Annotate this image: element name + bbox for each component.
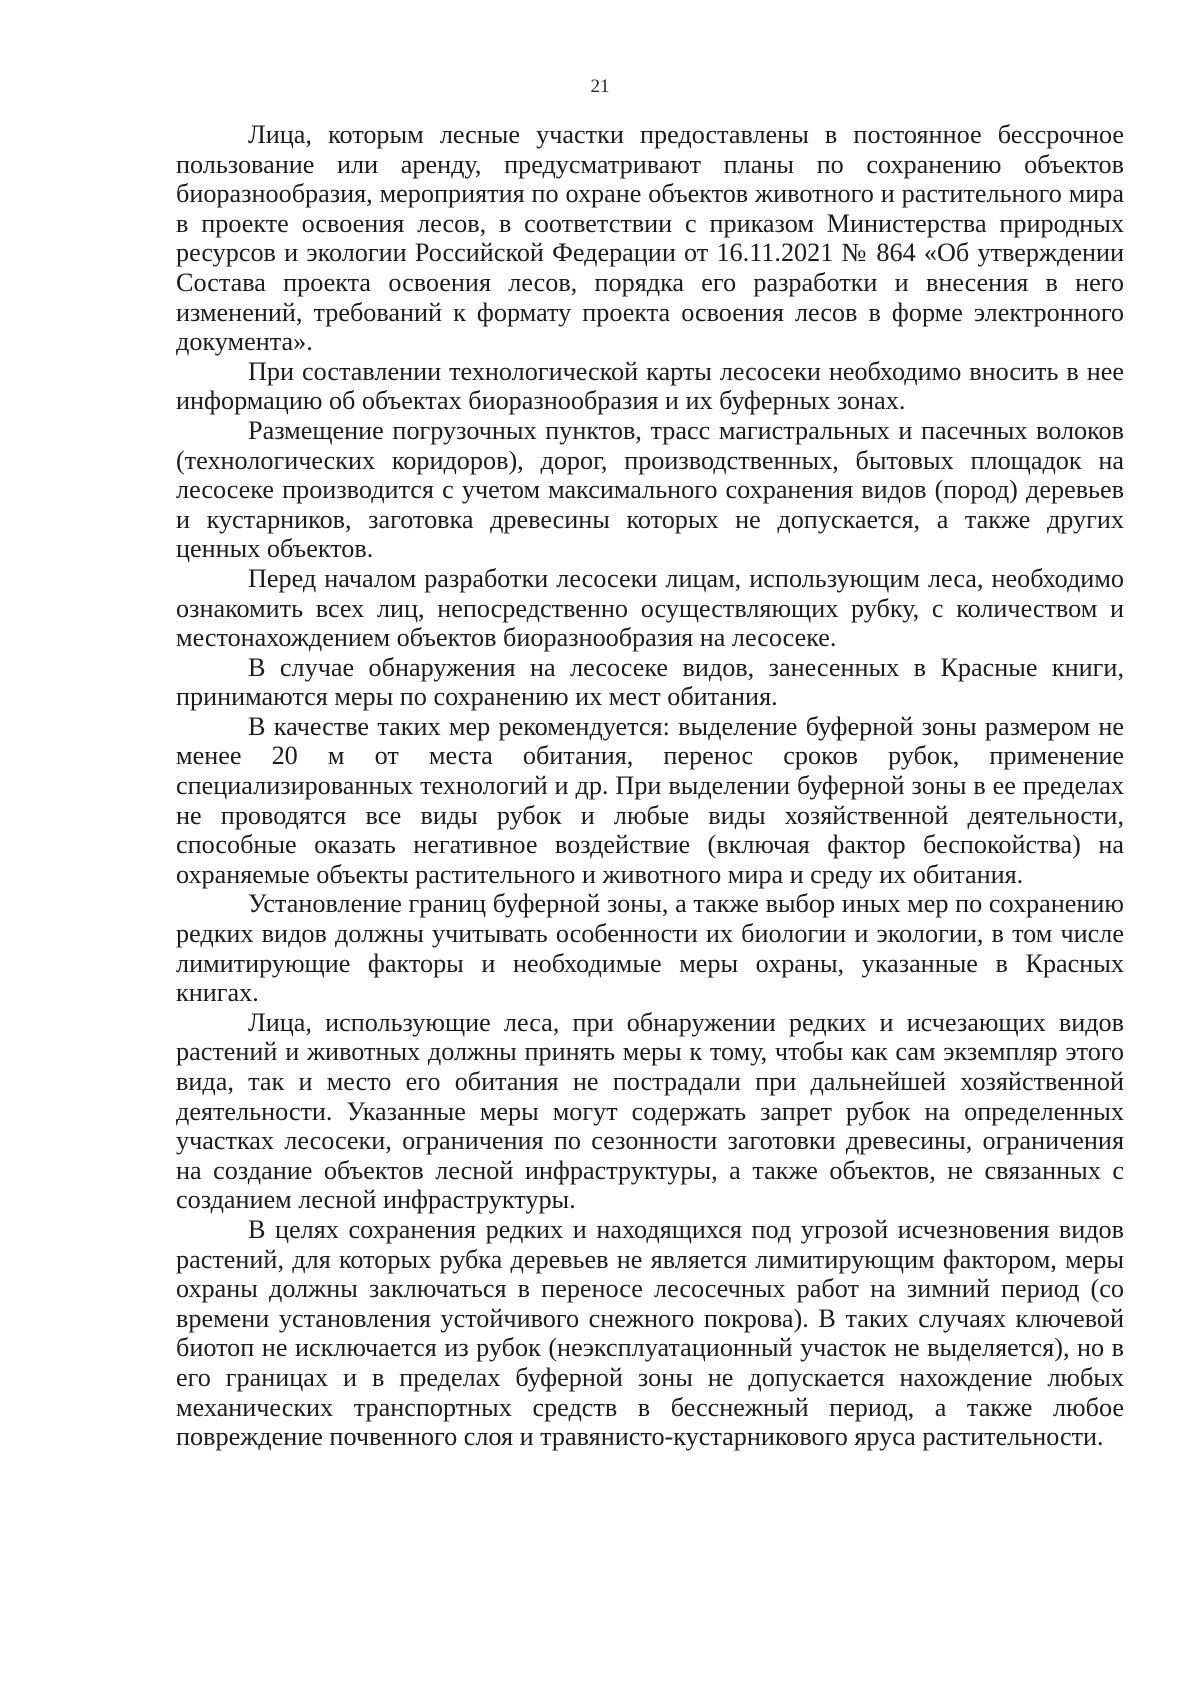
paragraph-buffer-zone-measures: В качестве таких мер рекомендуется: выделение буферной зоны размером не менее 20 м от места обитания, перенос сроков рубок, применение специализированных технологий и др. При выделении буферной зоны в ее пределах не проводятся все виды рубок и любые виды хозяйственной деятельности, способные оказать негативное воздействие (включая фактор беспокойства) на охраняемые объекты растительного и животного мира и среду их обитания. bbox=[176, 711, 1124, 889]
paragraph-forest-plans: Лица, которым лесные участки предоставлены в постоянное бессрочное пользование или аренду, предусматривают планы по сохранению объектов биоразнообразия, мероприятия по охране объектов животного и растительного мира в проекте освоения лесов, в соответствии с приказом Министерства природных ресурсов и экологии Российской Федерации от 16.11.2021 № 864 «Об утверждении Состава проекта освоения лесов, порядка его разработки и внесения в него изменений, требований к формату проекта освоения лесов в форме электронного документа». bbox=[176, 120, 1124, 357]
paragraph-rare-species-detection: Лица, использующие леса, при обнаружении редких и исчезающих видов растений и животных должны принять меры к тому, чтобы как сам экземпляр этого вида, так и место его обитания не пострадали при дальнейшей хозяйственной деятельности. Указанные меры могут содержать запрет рубок на определенных участках лесосеки, ограничения по сезонности заготовки древесины, ограничения на создание объектов лесной инфраструктуры, а также объектов, не связанных с созданием лесной инфраструктуры. bbox=[176, 1007, 1124, 1215]
page-number: 21 bbox=[590, 76, 610, 97]
paragraph-red-book-species: В случае обнаружения на лесосеке видов, занесенных в Красные книги, принимаются меры по сохранению их мест обитания. bbox=[176, 652, 1124, 712]
document-body bbox=[176, 120, 1124, 1452]
paragraph-technological-map: При составлении технологической карты лесосеки необходимо вносить в нее информацию об объектах биоразнообразия и их буферных зонах. bbox=[176, 356, 1124, 416]
paragraph-before-logging: Перед началом разработки лесосеки лицам, использующим леса, необходимо ознакомить всех лиц, непосредственно осуществляющих рубку, с количеством и местонахождением объектов биоразнообразия на лесосеке. bbox=[176, 563, 1124, 653]
paragraph-loading-points: Размещение погрузочных пунктов, трасс магистральных и пасечных волоков (технологических коридоров), дорог, производственных, бытовых площадок на лесосеке производится с учетом максимального сохранения видов (пород) деревьев и кустарников, заготовка древесины которых не допускается, а также других ценных объектов. bbox=[176, 415, 1124, 564]
paragraph-winter-logging: В целях сохранения редких и находящихся под угрозой исчезновения видов растений, для которых рубка деревьев не является лимитирующим фактором, меры охраны должны заключаться в переносе лесосечных работ на зимний период (со времени установления устойчивого снежного покрова). В таких случаях ключевой биотоп не исключается из рубок (неэксплуатационный участок не выделяется), но в его границах и в пределах буферной зоны не допускается нахождение любых механических транспортных средств в бесснежный период, а также любое повреждение почвенного слоя и травянисто-кустарникового яруса растительности. bbox=[176, 1214, 1124, 1452]
paragraph-buffer-zone-boundaries: Установление границ буферной зоны, а также выбор иных мер по сохранению редких видов должны учитывать особенности их биологии и экологии, в том числе лимитирующие факторы и необходимые меры охраны, указанные в Красных книгах. bbox=[176, 889, 1124, 1008]
